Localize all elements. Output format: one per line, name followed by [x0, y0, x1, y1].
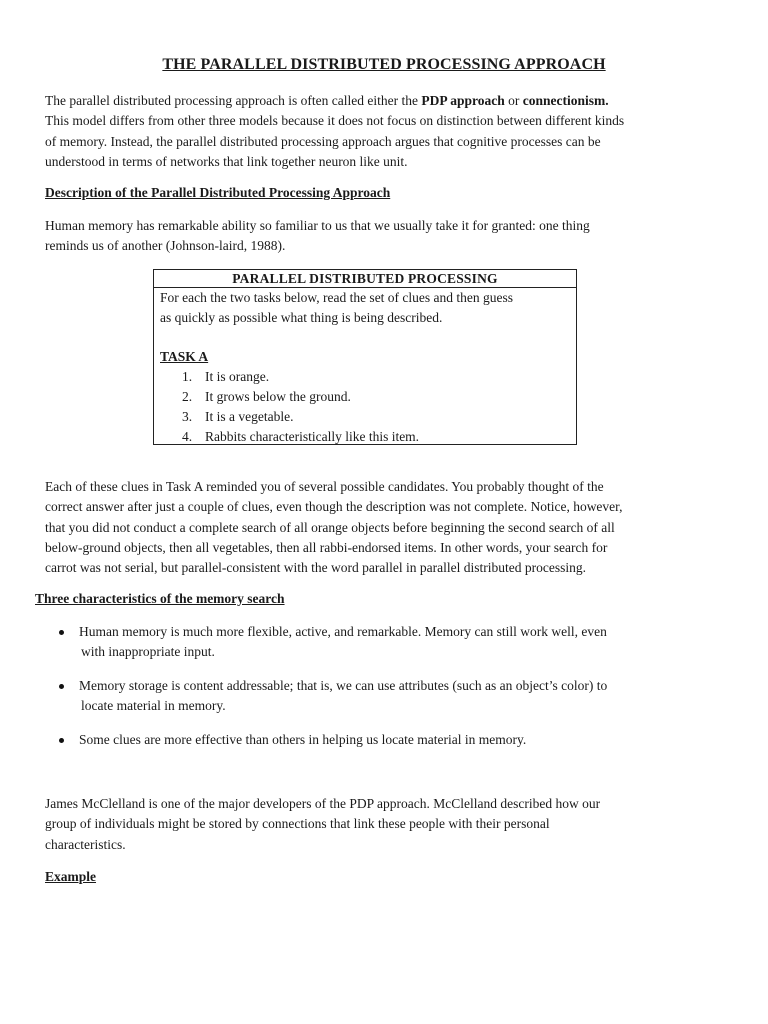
clue-text: It is orange. [205, 369, 270, 384]
intro-paragraph [45, 91, 725, 172]
bullet-text [79, 622, 699, 662]
bullet-line2: with inappropriate input. [81, 644, 215, 659]
clue-number: 2. [182, 389, 193, 404]
task-line4: below-ground objects, then all vegetables, then all rabbi-endorsed items. In other words, your search for [45, 539, 608, 555]
clue-text: It grows below the ground. [205, 389, 351, 404]
pdp-task-box [153, 269, 577, 445]
bullet-icon [59, 738, 64, 743]
description-heading: Description of the Parallel Distributed Processing Approach [45, 185, 391, 200]
task-line1: Each of these clues in Task A reminded you of several possible candidates. You probably thought of the [45, 479, 604, 494]
box-instructions [154, 288, 576, 328]
memory-paragraph [45, 216, 725, 257]
intro-line2: This model differs from other three models because it does not focus on distinction between different kinds [45, 113, 625, 129]
task-a-label: TASK A [160, 349, 209, 364]
mcclelland-line2: group of individuals might be stored by connections that link these people with their personal [45, 816, 550, 832]
intro-line3: of memory. Instead, the parallel distributed processing approach argues that cognitive processes can be [45, 133, 601, 149]
intro-text-part2: or [504, 93, 523, 108]
box-title: PARALLEL DISTRIBUTED PROCESSING [154, 270, 576, 288]
clue-text: Rabbits characteristically like this item. [205, 429, 420, 444]
box-instructions-line1: For each the two tasks below, read the set of clues and then guess [160, 290, 514, 305]
intro-line4: understood in terms of networks that link together neuron like unit. [45, 153, 408, 169]
example-heading: Example [45, 869, 97, 884]
clue-number: 3. [182, 409, 193, 424]
bullet-line2: locate material in memory. [81, 698, 226, 713]
bullet-line1: Memory storage is content addressable; that is, we can use attributes (such as an object’s color) to [79, 678, 608, 693]
bullet-icon [59, 684, 64, 689]
memory-line1: Human memory has remarkable ability so familiar to us that we usually take it for granted: one thing [45, 218, 590, 233]
characteristics-heading: Three characteristics of the memory search [35, 591, 285, 606]
mcclelland-line3: characteristics. [45, 836, 126, 852]
mcclelland-line1: James McClelland is one of the major developers of the PDP approach. McClelland described how our [45, 796, 601, 811]
intro-term-pdp: PDP approach [421, 93, 505, 108]
clue-number: 4. [182, 429, 193, 444]
memory-line2: reminds us of another (Johnson-laird, 1988). [45, 238, 286, 254]
box-instructions-line2: as quickly as possible what thing is being described. [160, 310, 443, 325]
task-line2: correct answer after just a couple of clues, even though the description was not complete. Notice, however, [45, 499, 623, 515]
page-title: THE PARALLEL DISTRIBUTED PROCESSING APPROACH [162, 56, 606, 73]
bullet-text [79, 730, 699, 750]
intro-term-connectionism: connectionism. [522, 93, 609, 108]
bullet-text [79, 676, 699, 716]
clue-text: It is a vegetable. [205, 409, 294, 424]
intro-text-part1: The parallel distributed processing approach is often called either the [45, 93, 422, 108]
mcclelland-paragraph [45, 794, 725, 855]
task-discussion-paragraph [45, 477, 725, 578]
clue-number: 1. [182, 369, 193, 384]
bullet-line1: Human memory is much more flexible, active, and remarkable. Memory can still work well, even [79, 624, 607, 639]
bullet-icon [59, 630, 64, 635]
task-line5: carrot was not serial, but parallel-consistent with the word parallel in parallel distributed processing. [45, 560, 586, 576]
bullet-line1: Some clues are more effective than others in helping us locate material in memory. [79, 732, 527, 747]
task-line3: that you did not conduct a complete search of all orange objects before beginning the second search of all [45, 519, 615, 535]
